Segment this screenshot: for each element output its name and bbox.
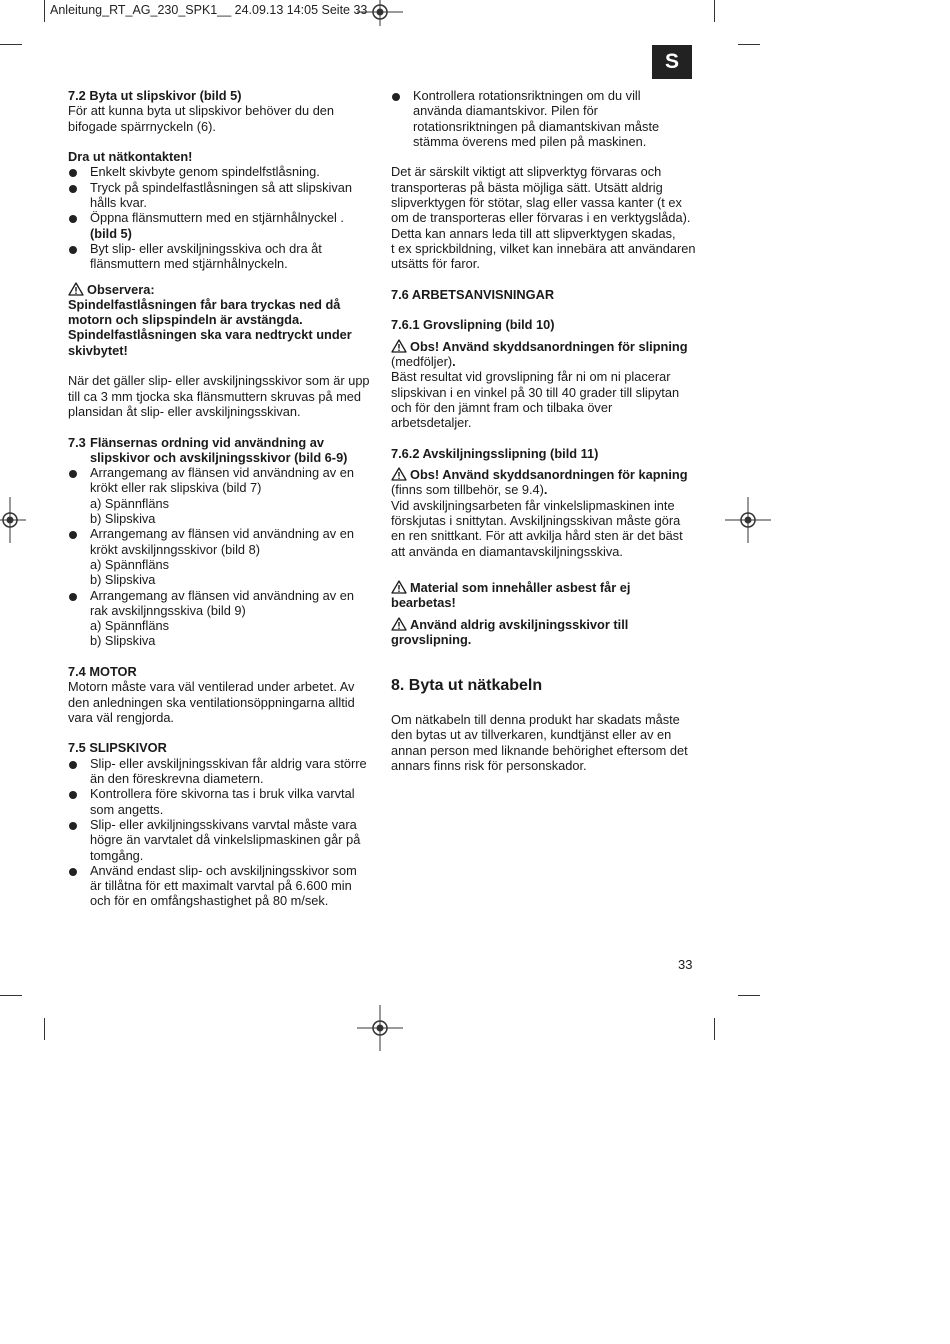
section-7-4-heading: 7.4 MOTOR xyxy=(68,663,137,679)
bullet-text: använda diamantskivor. Pilen för xyxy=(413,103,598,119)
observe-line: Spindelfastlåsningen får bara tryckas ned då xyxy=(68,296,341,312)
bullet-text: rotationsriktningen på diamantskivan måste xyxy=(413,118,660,134)
bullet-text: flänsmuttern med stjärnhålnyckeln. xyxy=(90,256,288,272)
bullet-item xyxy=(68,526,373,587)
unplug-warning: Dra ut nätkontakten! xyxy=(68,149,193,165)
bullet-text: rak avskiljnngsskiva (bild 9) xyxy=(90,602,246,618)
warning-icon xyxy=(391,339,407,353)
bullet-text: stämma överens med pilen på maskinen. xyxy=(413,133,647,149)
grov-warning xyxy=(391,617,696,632)
bullet-text: Slip- eller avskiljningsskivan får aldrig vara större xyxy=(90,755,367,771)
warning-icon xyxy=(391,580,407,594)
bullet-item xyxy=(68,164,373,179)
paragraph-line: När det gäller slip- eller avskiljningsskivor som är upp xyxy=(68,373,370,389)
paren-text: (finns som tillbehör, se 9.4) xyxy=(391,482,544,498)
paragraph-line: och för den jämnt fram och tilbaka över xyxy=(391,399,613,415)
section-7-2-heading: 7.2 Byta ut slipskivor (bild 5) xyxy=(68,88,242,103)
registration-mark-icon xyxy=(0,497,26,543)
warning-text: Använd aldrig avskiljningsskivor till xyxy=(410,616,629,632)
paren-line xyxy=(391,354,696,369)
section-7-6-1-heading: 7.6.1 Grovslipning (bild 10) xyxy=(391,317,555,333)
bullet-text: Arrangemang av flänsen vid användning av en xyxy=(90,587,354,603)
bullet-text: tomgång. xyxy=(90,847,144,863)
print-header: Anleitung_RT_AG_230_SPK1__ 24.09.13 14:05 Seite 33 xyxy=(50,3,368,17)
registration-mark-icon xyxy=(357,1005,403,1051)
warning-text: grovslipning. xyxy=(391,631,472,647)
observe-title: Observera: xyxy=(87,281,155,297)
paragraph-line: förskjutas i snittytan. Avskiljningsskivan måste göra xyxy=(391,513,681,529)
bullet-text: och för en omfångshastighet på 80 m/sek. xyxy=(90,893,329,909)
paragraph-line: plansidan åt slip- eller avskiljningsskivan. xyxy=(68,403,301,419)
paragraph-line: en ren snittkant. För att avkilja hård sten är det bäst xyxy=(391,528,683,544)
section-7-6-heading: 7.6 ARBETSANVISNINGAR xyxy=(391,286,555,302)
crop-mark xyxy=(738,44,760,45)
paragraph-line: att använda en diamantavskiljningsskiva. xyxy=(391,543,623,559)
section-7-3-heading xyxy=(68,435,373,466)
sub-item: b) Slipskiva xyxy=(90,511,156,527)
obs-text: Obs! Använd skyddsanordningen för kapning xyxy=(410,467,688,483)
bullet-item xyxy=(391,88,696,149)
warning-icon xyxy=(68,282,84,296)
observe-line: skivbytet! xyxy=(68,342,128,358)
paragraph-line: den anledningen ska ventilationsöppningarna alltid xyxy=(68,694,355,710)
obs-text: Obs! Använd skyddsanordningen för slipning xyxy=(410,338,688,354)
paragraph-line: Motorn måste vara väl ventilerad under arbetet. Av xyxy=(68,679,355,695)
bullet-text: (bild 5) xyxy=(90,225,132,241)
bullet-text: Slip- eller avkiljningsskivans varvtal måste vara xyxy=(90,816,357,832)
asbest-warning xyxy=(391,580,696,595)
bullet-item xyxy=(68,241,373,272)
paragraph-line: bifogade spärrnyckeln (6). xyxy=(68,118,216,134)
bullet-text: Byt slip- eller avskiljningsskiva och dra åt xyxy=(90,240,322,256)
sub-item: a) Spännfläns xyxy=(90,556,169,572)
left-column xyxy=(68,88,373,909)
paragraph-line: t ex sprickbildning, vilket kan innebära att användaren xyxy=(391,240,696,256)
paragraph-line: om de transporteras eller förvaras i en verktygslåda). xyxy=(391,210,691,226)
paragraph-line: annars finns risk för personskador. xyxy=(391,757,587,773)
crop-mark xyxy=(44,1018,45,1040)
bullet-text: Arrangemang av flänsen vid användning av en xyxy=(90,465,354,481)
bullet-item xyxy=(68,756,373,787)
section-7-6-2-heading: 7.6.2 Avskiljningsslipning (bild 11) xyxy=(391,445,599,461)
bullet-text: än den föreskrevna diametern. xyxy=(90,771,264,787)
observe-line: motorn och slipspindeln är avstängda. xyxy=(68,312,303,328)
bullet-text: krökt avskiljnngsskivor (bild 8) xyxy=(90,541,260,557)
bullet-text: Använd endast slip- och avskiljningsskivor som xyxy=(90,862,357,878)
observe-heading xyxy=(68,282,373,297)
bullet-text: hålls kvar. xyxy=(90,195,147,211)
bullet-item xyxy=(68,863,373,909)
bullet-text: Öppna flänsmuttern med en stjärnhålnyckel . xyxy=(90,210,344,226)
bullet-item xyxy=(68,465,373,526)
bullet-text: krökt eller rak slipskiva (bild 7) xyxy=(90,480,262,496)
crop-mark xyxy=(0,995,22,996)
crop-mark xyxy=(738,995,760,996)
paragraph-line: vara väl rengjorda. xyxy=(68,709,174,725)
bullet-item xyxy=(68,180,373,211)
paragraph-line: slipskivan i en vinkel på 30 till 40 grader till slipytan xyxy=(391,384,680,400)
paragraph-line: annan person med liknande behörighet eftersom det xyxy=(391,742,688,758)
paragraph-line: Bäst resultat vid grovslipning får ni om ni placerar xyxy=(391,369,671,385)
section-number: 7.3 xyxy=(68,434,86,450)
language-tab: S xyxy=(652,45,692,79)
paren-line xyxy=(391,482,696,497)
paragraph-line: Det är särskilt viktigt att slipverktyg förvaras och xyxy=(391,164,662,180)
right-column xyxy=(391,88,696,773)
sub-item: b) Slipskiva xyxy=(90,633,156,649)
crop-mark xyxy=(714,1018,715,1040)
sub-item: a) Spännfläns xyxy=(90,618,169,634)
paragraph-line: Detta kan annars leda till att slipverktygen skadas, xyxy=(391,225,676,241)
warning-icon xyxy=(391,617,407,631)
section-7-5-heading: 7.5 SLIPSKIVOR xyxy=(68,740,167,756)
observe-line: Spindelfastlåsningen ska vara nedtryckt under xyxy=(68,327,352,343)
warning-icon xyxy=(391,467,407,481)
crop-mark xyxy=(0,44,22,45)
period: . xyxy=(452,354,456,370)
bullet-text: Kontrollera före skivorna tas i bruk vilka varvtal xyxy=(90,786,355,802)
bullet-item xyxy=(68,588,373,649)
obs-line xyxy=(391,339,696,354)
page-number: 33 xyxy=(678,957,693,972)
crop-mark xyxy=(44,0,45,22)
paragraph-line: Vid avskiljningsarbeten får vinkelslipmaskinen inte xyxy=(391,497,675,513)
paragraph-line: För att kunna byta ut slipskivor behöver du den xyxy=(68,103,335,119)
bullet-text: är tillåtna för ett maximalt varvtal på 6.600 min xyxy=(90,878,352,894)
paragraph-line: utsätts för faror. xyxy=(391,256,480,272)
sub-item: a) Spännfläns xyxy=(90,495,169,511)
bullet-text: som angetts. xyxy=(90,801,164,817)
paragraph-line: den bytas ut av tillverkaren, kundtjänst eller av en xyxy=(391,727,672,743)
registration-mark-icon xyxy=(357,0,403,26)
section-8-heading: 8. Byta ut nätkabeln xyxy=(391,677,543,695)
period: . xyxy=(543,482,548,498)
crop-mark xyxy=(714,0,715,22)
bullet-text: Kontrollera rotationsriktningen om du vill xyxy=(413,88,641,103)
obs-line xyxy=(391,467,696,482)
bullet-item xyxy=(68,786,373,817)
paragraph-line: transporteras på bästa möjliga sätt. Utsätt aldrig xyxy=(391,179,663,195)
bullet-text: högre än varvtalet då vinkelslipmaskinen går på xyxy=(90,832,361,848)
sub-item: b) Slipskiva xyxy=(90,572,156,588)
bullet-text: Enkelt skivbyte genom spindelfstlåsning. xyxy=(90,164,320,180)
heading-line: slipskivor och avskiljningsskivor (bild 6-9) xyxy=(90,449,348,465)
bullet-text: Tryck på spindelfastlåsningen så att slipskivan xyxy=(90,179,352,195)
paragraph-line: arbetsdetaljer. xyxy=(391,415,472,431)
warning-text: bearbetas! xyxy=(391,595,456,611)
bullet-item xyxy=(68,210,373,241)
registration-mark-icon xyxy=(725,497,771,543)
paren-text: (medföljer) xyxy=(391,354,453,370)
heading-line: Flänsernas ordning vid användning av xyxy=(90,434,324,450)
bullet-text: Arrangemang av flänsen vid användning av en xyxy=(90,526,354,542)
paragraph-line: slipverktygen för stötar, slag eller vassa kanter (t ex xyxy=(391,195,682,211)
paragraph-line: Om nätkabeln till denna produkt har skadats måste xyxy=(391,712,680,728)
warning-text: Material som innehåller asbest får ej xyxy=(410,579,631,595)
paragraph-line: till ca 3 mm tjocka ska flänsmuttern skruvas på med xyxy=(68,388,362,404)
bullet-item xyxy=(68,817,373,863)
